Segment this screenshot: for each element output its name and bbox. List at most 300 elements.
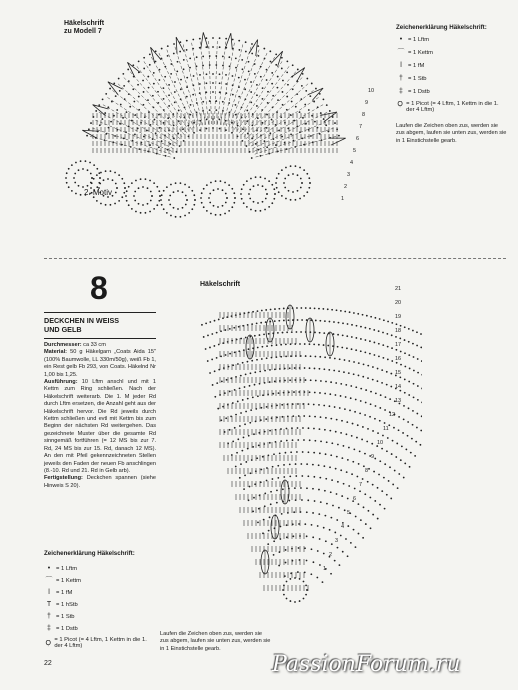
chain-arc [355, 399, 357, 401]
chain-arc [225, 354, 227, 356]
chain-arc [228, 56, 230, 58]
chain-arc [251, 53, 253, 55]
chain-arc [314, 332, 316, 334]
motif-ring [300, 187, 302, 189]
chain-arc [372, 379, 374, 381]
motif-ring [134, 191, 136, 193]
chain-arc [143, 68, 145, 70]
motif-ring [191, 190, 193, 192]
chain-arc [278, 392, 280, 394]
row-number: 7 [359, 124, 363, 130]
chain-arc [362, 376, 364, 378]
chain-arc [360, 400, 362, 402]
chain-arc [209, 372, 211, 374]
chain-arc [316, 577, 318, 579]
chain-arc [234, 352, 236, 354]
chain-arc [300, 331, 302, 333]
chain-arc [346, 433, 348, 435]
chain-arc [247, 448, 249, 450]
chain-arc [183, 59, 185, 61]
chain-arc [299, 343, 301, 345]
legend-item [44, 577, 156, 584]
chain-arc [382, 332, 384, 334]
chain-arc [311, 115, 313, 117]
chain-arc [415, 441, 417, 443]
watermark: PassionForum.ru [272, 652, 461, 677]
motif-ring [128, 204, 130, 206]
chain-arc [118, 78, 120, 80]
top-reading-note: Laufen die Zeichen oben zus, werden sie zus abgem, laufen sie unten zus, werden sie in 1 Einstichstelle gearb. [396, 123, 507, 144]
motif-ring [290, 165, 292, 167]
motif-ring [257, 202, 259, 204]
motif-ring [68, 186, 70, 188]
motif-ring [184, 215, 186, 217]
chain-arc [311, 524, 313, 526]
motif-ring [78, 185, 80, 187]
legend-label: = 1 Dstb [56, 625, 78, 632]
chain-arc [282, 488, 284, 490]
chain-arc [421, 415, 422, 417]
motif-ring [301, 182, 303, 184]
chain-arc [308, 109, 310, 111]
chain-arc [404, 379, 406, 381]
chain-arc [222, 101, 224, 103]
stitch-line [253, 112, 328, 149]
chain-arc [297, 571, 299, 573]
chain-arc [367, 365, 369, 367]
chain-arc [149, 53, 151, 55]
motif-ring [182, 207, 184, 209]
chain-arc [272, 95, 274, 97]
chain-arc [173, 43, 175, 45]
chain-arc [116, 109, 118, 111]
motif-ring [93, 178, 95, 180]
treble-icon: † [399, 75, 403, 82]
chain-arc [244, 88, 246, 90]
chain-arc [379, 318, 381, 320]
chain-stitch-icon: • [47, 565, 51, 572]
chain-arc [170, 63, 172, 65]
chain-arc [364, 453, 366, 455]
chain-arc [250, 81, 252, 83]
chain-arc [257, 395, 259, 397]
chain-arc [378, 355, 380, 357]
chain-arc [331, 309, 333, 311]
chain-arc [362, 478, 364, 480]
chain-arc [347, 498, 349, 500]
chain-arc [168, 105, 170, 107]
chain-arc [283, 464, 285, 466]
chain-arc [325, 453, 327, 455]
motif-ring [243, 184, 245, 186]
legend-label: = 1 Dstb [408, 88, 430, 95]
chain-arc [306, 511, 308, 513]
chain-arc [273, 453, 275, 455]
motif-ring [264, 209, 266, 211]
chain-arc [216, 382, 218, 384]
chain-arc [189, 67, 191, 69]
chain-arc [334, 358, 336, 360]
motif-ring [222, 189, 224, 191]
top-crochet-diagram [38, 18, 388, 250]
motif-ring [243, 202, 245, 204]
chain-arc [302, 117, 304, 119]
paragraph-text: 10 Lftm anschl und mit 1 Kettm zum Ring schließen. Nach der Häkelschrift weiterarb. Die 1. M jeder Rd durch Lftm ersetzen, die Anzahl geht aus der Häkelschrift hervor. Die Rd jeweils durch Kettm schließen und evtl mit Kettm bis zum Beginn der nächsten Rd weitergehen. Das gezeichnete Muster über die gesamte Rd sinngemäß fortführen (= 12 MS bis zur 7. Rd, 24 MS bis zur 15. Rd, danach 12 MS). An den mit Pfeil gekennzeichneten Stellen jeweils den Faden der neuen Fb anschlingen (8.-10. Rd und 21. Rd in Gelb arb). [44, 379, 156, 474]
chain-arc [271, 357, 273, 359]
chain-arc [336, 456, 338, 458]
chain-arc [149, 64, 151, 66]
legend-label: = 1 fM [56, 589, 73, 596]
row-number: 8 [362, 112, 366, 118]
chain-arc [250, 372, 252, 374]
motif-ring [226, 197, 228, 199]
chain-arc [250, 91, 252, 93]
motif-ring [201, 192, 203, 194]
chain-arc [281, 513, 283, 515]
paragraph-label: Durchmesser: [44, 342, 82, 348]
chain-arc [199, 74, 201, 76]
chain-arc [371, 443, 373, 445]
chain-arc [262, 456, 264, 458]
chain-arc [257, 347, 259, 349]
chain-arc [327, 345, 329, 347]
chain-arc [373, 342, 375, 344]
chain-arc [390, 386, 392, 388]
chain-arc [356, 325, 358, 327]
chain-arc [237, 438, 239, 440]
motif-ring [140, 178, 142, 180]
half-treble-icon: T [46, 601, 52, 608]
motif-ring [265, 189, 267, 191]
chain-arc [289, 475, 291, 477]
chain-arc [362, 314, 364, 316]
chain-arc [281, 136, 283, 138]
motif-ring [151, 195, 153, 197]
row-number: 9 [371, 454, 375, 460]
motif-ring [303, 195, 305, 197]
chain-arc [404, 339, 406, 341]
chain-arc [238, 40, 240, 42]
motif-ring [124, 187, 126, 189]
article-paragraph [44, 475, 156, 490]
chain-arc [301, 499, 303, 501]
chain-arc [293, 391, 295, 393]
chain-arc [264, 370, 266, 372]
chain-arc [222, 317, 224, 319]
chain-arc [310, 355, 312, 357]
article-heading [44, 316, 119, 334]
chain-arc [216, 357, 218, 359]
chain-arc [215, 109, 217, 111]
chain-arc [305, 307, 307, 309]
chain-arc [343, 371, 345, 373]
chain-arc [391, 347, 393, 349]
chain-arc [233, 327, 235, 329]
stitch-line [98, 112, 173, 149]
motif-ring [131, 208, 133, 210]
motif-ring [300, 178, 302, 180]
motif-ring [284, 178, 286, 180]
chain-arc [315, 380, 317, 382]
chain-arc [395, 336, 397, 338]
legend-item [44, 601, 156, 608]
motif-ring [193, 194, 195, 196]
chain-arc [270, 491, 272, 493]
chain-arc [266, 357, 268, 359]
chain-arc [205, 348, 207, 350]
chain-arc [256, 457, 258, 459]
paragraph-label: Material: [44, 349, 68, 356]
motif-ring [100, 172, 102, 174]
paragraph-label: Fertigstellung: [44, 475, 83, 482]
chain-arc [323, 405, 325, 407]
chain-arc [155, 61, 157, 63]
chain-arc [102, 99, 104, 101]
chain-arc [252, 510, 254, 512]
chain-arc [237, 363, 239, 365]
chain-arc [402, 432, 404, 434]
chain-arc [400, 459, 402, 461]
chain-arc [379, 407, 381, 409]
chain-arc [340, 383, 342, 385]
motif-ring [225, 193, 227, 195]
chain-arc [319, 368, 321, 370]
legend-label: = 1 Kettm [408, 49, 433, 56]
motif-ring [201, 202, 203, 204]
motif-ring [276, 187, 278, 189]
chain-arc [374, 317, 376, 319]
chain-arc [313, 561, 315, 563]
chain-arc [312, 512, 314, 514]
chain-arc [400, 325, 402, 327]
chain-arc [324, 393, 326, 395]
chain-arc [313, 343, 315, 345]
chain-arc [266, 79, 268, 81]
motif-ring [78, 169, 80, 171]
chain-arc [412, 410, 414, 412]
chain-arc [381, 448, 383, 450]
chain-arc [245, 337, 247, 339]
chain-arc [386, 450, 388, 452]
chain-arc [291, 101, 293, 103]
chain-arc [413, 383, 415, 385]
chain-arc [147, 76, 149, 78]
motif-ring [233, 192, 235, 194]
chain-arc [363, 506, 365, 508]
chain-arc [264, 493, 266, 495]
chain-arc [235, 414, 237, 416]
chain-arc [336, 493, 338, 495]
chain-arc [330, 573, 332, 575]
motif-ring [123, 182, 125, 184]
chain-arc [350, 542, 352, 544]
chain-arc [326, 441, 328, 443]
chain-arc [393, 427, 395, 429]
legend-item [396, 36, 506, 43]
chain-arc [220, 330, 222, 332]
double-treble-icon: ‡ [47, 625, 51, 632]
chain-arc [225, 74, 227, 76]
chain-arc [280, 344, 282, 346]
chain-arc [206, 73, 208, 75]
chain-arc [338, 507, 340, 509]
chain-arc [163, 98, 165, 100]
motif-ring [220, 214, 222, 216]
motif-ring [231, 206, 233, 208]
chain-arc [143, 91, 145, 93]
chain-arc [305, 379, 307, 381]
chain-arc [248, 348, 250, 350]
motif-ring [87, 169, 89, 171]
chain-arc [207, 360, 209, 362]
chain-arc [369, 497, 371, 499]
chain-arc [148, 87, 150, 89]
motif-ring [255, 210, 257, 212]
chain-arc [330, 418, 332, 420]
chain-arc [259, 383, 261, 385]
chain-arc [317, 525, 319, 527]
chain-arc [377, 518, 379, 520]
chain-arc [358, 463, 360, 465]
chain-arc [329, 357, 331, 359]
chain-arc [345, 396, 347, 398]
chain-arc [347, 525, 349, 527]
chain-arc [386, 333, 388, 335]
chain-arc [246, 120, 248, 122]
motif-ring [253, 201, 255, 203]
legend-item [44, 565, 156, 572]
motif-ring [283, 182, 285, 184]
chain-arc [263, 48, 265, 50]
chain-arc [202, 56, 204, 58]
motif-ring [288, 190, 290, 192]
chain-arc [358, 375, 360, 377]
stitch-line [175, 46, 200, 126]
chain-arc [245, 411, 247, 413]
chain-arc [395, 349, 397, 351]
chain-arc [409, 466, 411, 468]
peak-stitch [329, 138, 345, 145]
chain-arc [256, 84, 258, 86]
chain-arc [296, 451, 298, 453]
chain-arc [334, 560, 336, 562]
motif-ring [253, 185, 255, 187]
chain-arc [168, 94, 170, 96]
motif-ring [66, 182, 68, 184]
motif-ring [115, 183, 117, 185]
chain-arc [397, 487, 399, 489]
chain-arc [416, 427, 418, 429]
chain-arc [285, 452, 287, 454]
motif-ring [177, 208, 179, 210]
chain-arc [133, 101, 135, 103]
motif-ring [156, 204, 158, 206]
heading-line-1: DECKCHEN IN WEISS [44, 316, 120, 325]
chain-arc [400, 351, 402, 353]
chain-arc [353, 448, 355, 450]
chain-arc [284, 380, 286, 382]
motif-ring [173, 191, 175, 193]
chain-arc [364, 414, 366, 416]
motif-ring [110, 204, 112, 206]
chain-arc [250, 409, 252, 411]
bottom-reading-note: Laufen die Zeichen oben zus, werden sie zus abgem, laufen sie unten zus, werden sie in 1 Einstichstelle gearb. [160, 631, 271, 652]
stitch-line [200, 41, 209, 125]
chain-arc [254, 335, 256, 337]
chain-arc [306, 560, 308, 562]
stitch-line [220, 42, 234, 125]
chain-arc [337, 481, 339, 483]
chain-arc [334, 406, 336, 408]
row-number: 19 [395, 314, 402, 320]
chain-arc [298, 415, 300, 417]
chain-arc [286, 428, 288, 430]
chain-arc [288, 319, 290, 321]
chain-arc [329, 405, 331, 407]
chain-arc [323, 465, 325, 467]
chain-arc [319, 356, 321, 358]
chain-arc [143, 104, 145, 106]
chain-arc [330, 517, 332, 519]
chain-arc [391, 453, 393, 455]
chain-arc [319, 332, 321, 334]
chain-arc [183, 140, 185, 142]
chain-arc [161, 48, 163, 50]
motif-ring [246, 206, 248, 208]
paragraph-label: Ausführung: [44, 379, 78, 386]
chain-arc [281, 68, 283, 70]
chain-arc [212, 82, 214, 84]
chain-arc [232, 94, 234, 96]
chain-arc [349, 410, 351, 412]
chain-arc [256, 322, 258, 324]
chain-arc [295, 106, 297, 108]
paragraph-text: ca 33 cm [81, 342, 106, 348]
chain-arc [420, 333, 422, 335]
chain-arc [322, 581, 324, 583]
chain-arc [262, 98, 264, 100]
center-ring [282, 589, 284, 591]
chain-arc [374, 500, 376, 502]
chain-arc [353, 373, 355, 375]
chain-arc [403, 418, 405, 420]
motif-ring [203, 206, 205, 208]
chain-arc [383, 477, 385, 479]
chain-arc [241, 450, 243, 452]
chain-arc [334, 122, 336, 124]
chain-arc [247, 398, 249, 400]
chain-arc [167, 45, 169, 47]
motif-ring [145, 178, 147, 180]
chain-arc [155, 132, 157, 134]
chain-arc [269, 369, 271, 371]
chain-arc [101, 118, 103, 120]
motif-ring [278, 191, 280, 193]
chain-arc [248, 435, 250, 437]
chain-arc [375, 392, 377, 394]
legend-item [396, 62, 506, 69]
chain-arc [212, 73, 214, 75]
chain-arc [122, 117, 124, 119]
motif-ring [193, 204, 195, 206]
motif-ring [158, 190, 160, 192]
chain-arc [318, 489, 320, 491]
chain-arc [249, 336, 251, 338]
chain-arc [329, 466, 331, 468]
chain-arc [290, 355, 292, 357]
chain-arc [227, 341, 229, 343]
motif-ring [268, 180, 270, 182]
